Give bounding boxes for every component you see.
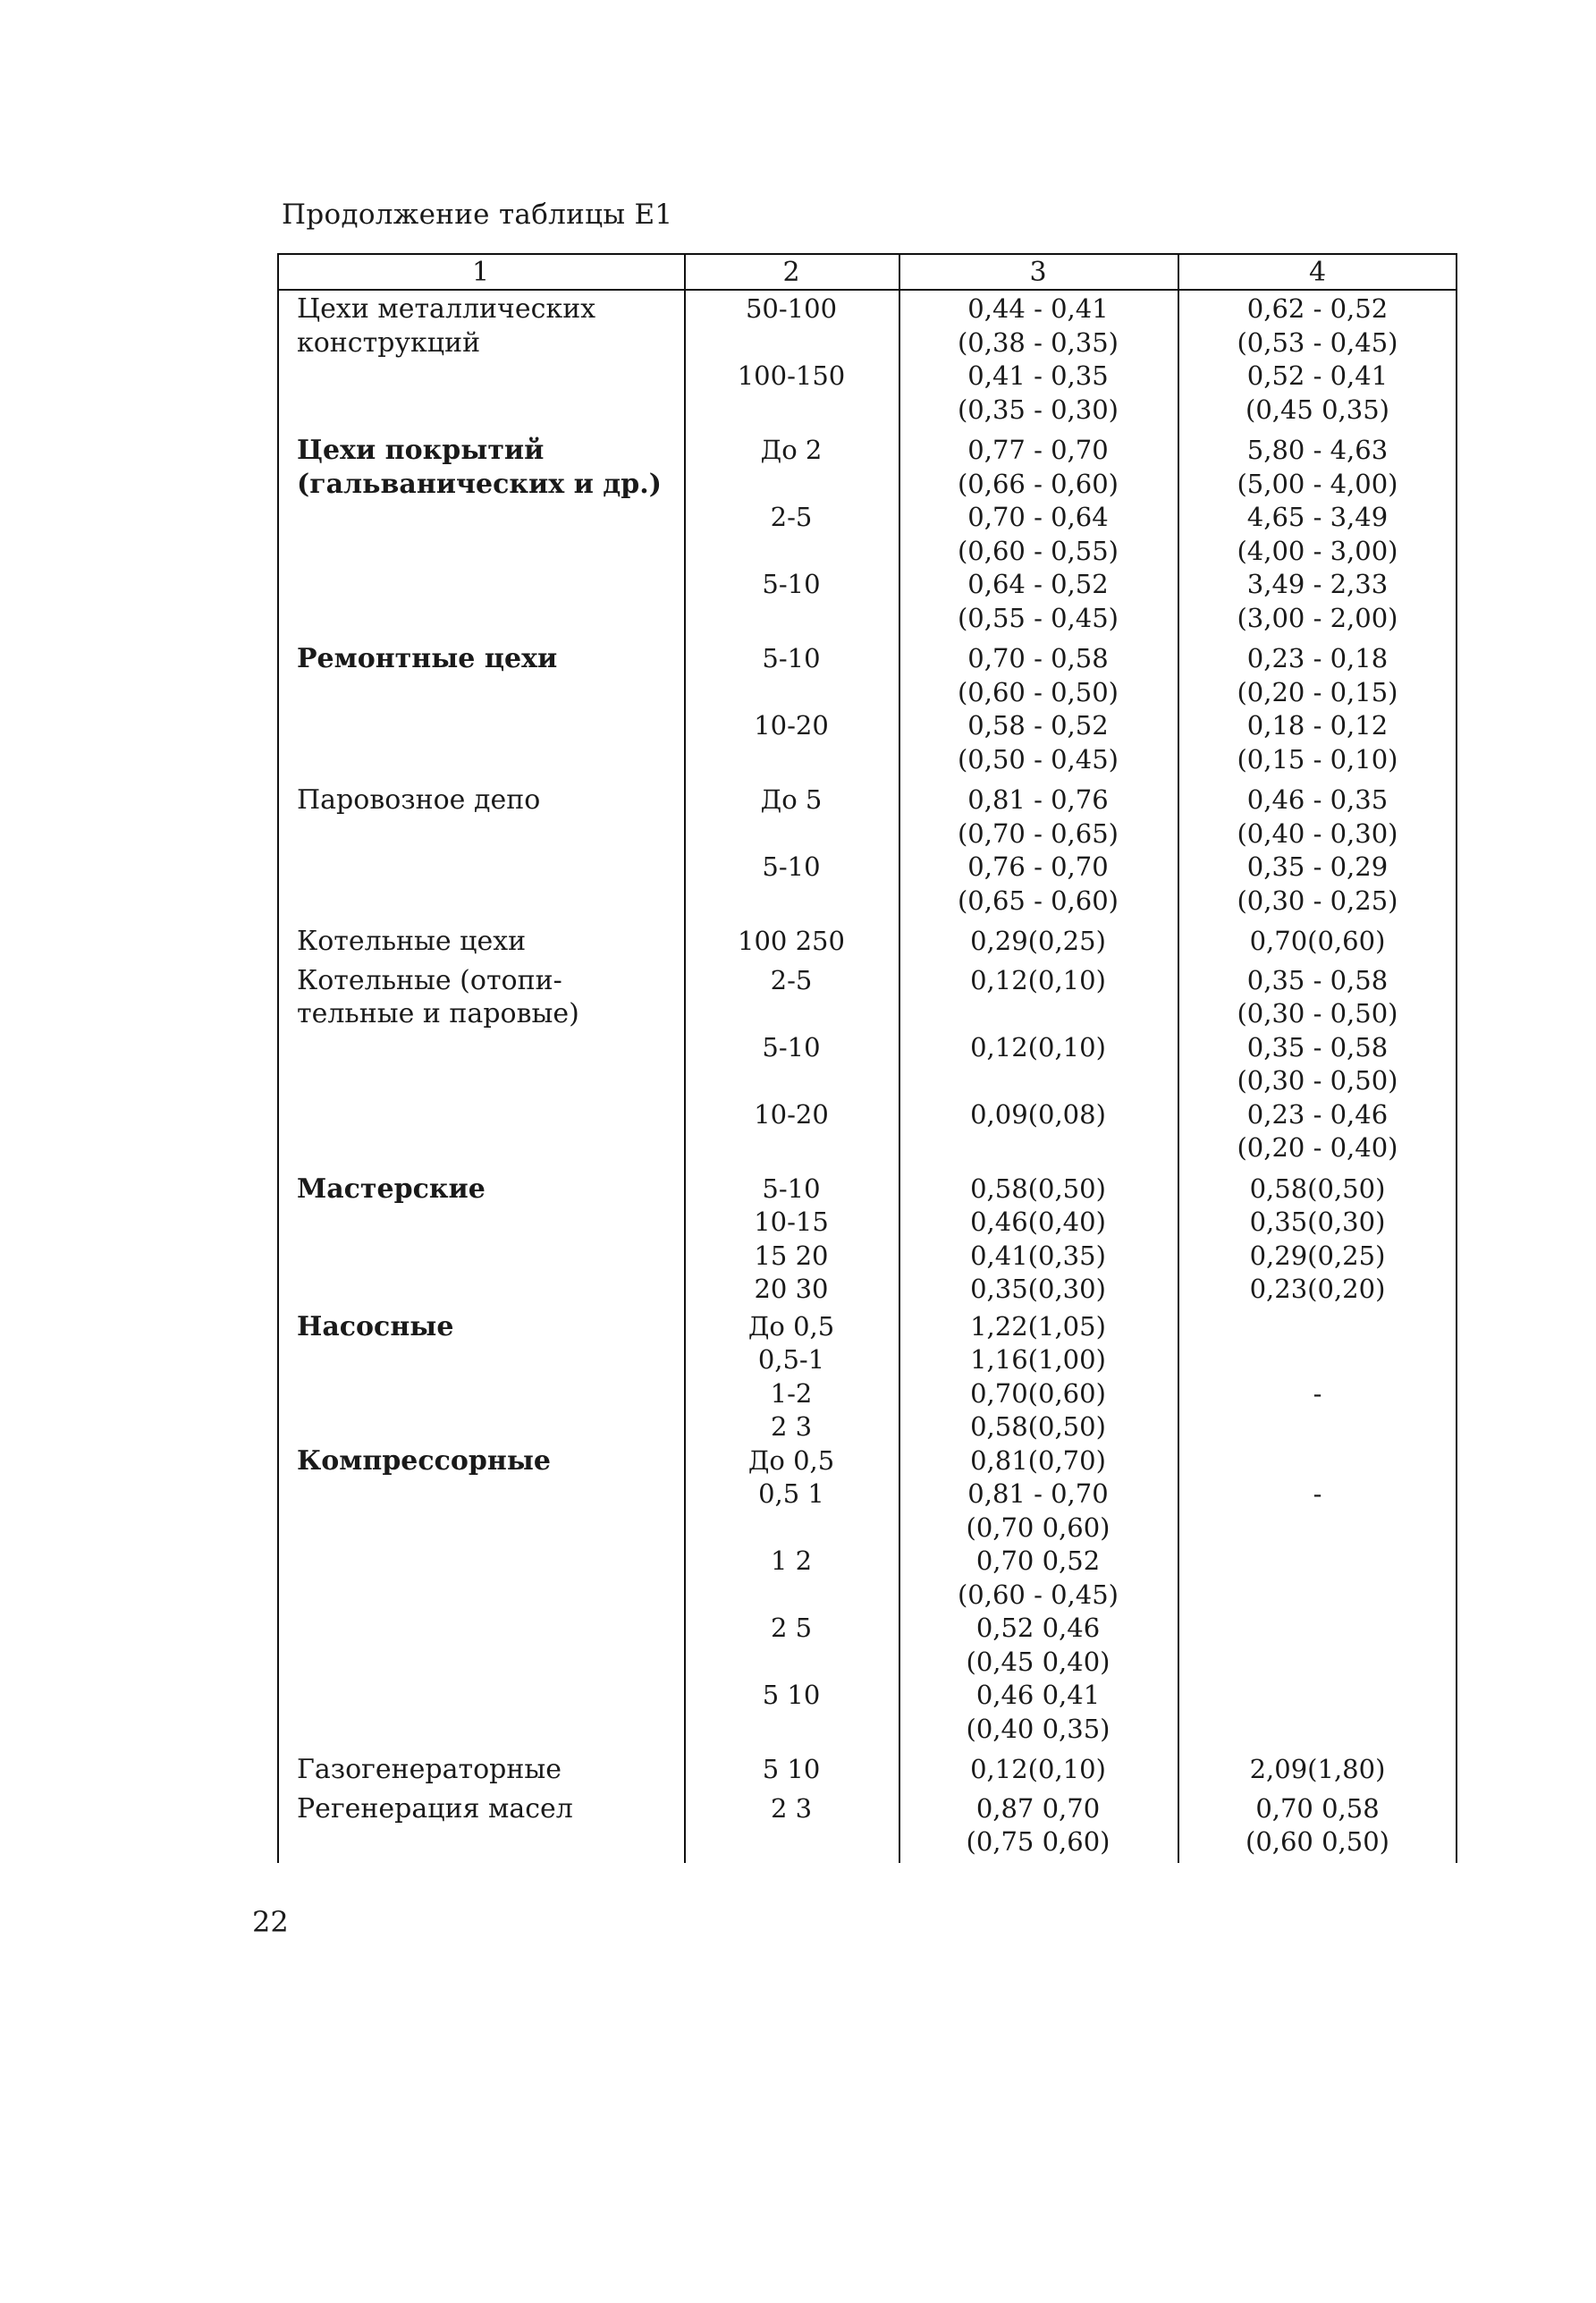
coefficient-col4-value [1178,1579,1457,1613]
coefficient-col4-value [1178,1679,1457,1713]
coefficient-col3-value: (0,70 0,60) [966,1511,1110,1543]
coefficient-col3-cell [899,783,1178,851]
table-row [277,1753,1457,1787]
size-range-value: 100-150 [737,360,846,391]
coefficient-col3-value [899,997,1178,1031]
coefficient-col4-cell [1178,1310,1457,1344]
coefficient-col4-value: 2,09(1,80) [1249,1754,1386,1784]
size-range-cell [684,925,899,959]
coefficient-col3-value: (0,45 0,40) [966,1646,1110,1677]
category-name-line: Котельные цехи [297,926,527,957]
coefficient-col4-cell [1178,1206,1457,1240]
coefficient-col4-value: - [1313,1377,1322,1409]
coefficient-col4-value: (0,40 - 0,30) [1237,817,1398,849]
coefficient-col4-value [1178,1646,1457,1680]
table-row [277,1545,1457,1612]
table-row [277,1444,1457,1478]
coefficient-col4-cell [1178,1173,1457,1207]
table-row [277,1679,1457,1746]
category-name-line: Регенерация масел [297,1792,573,1825]
size-range-cell [684,1173,899,1207]
coefficient-col3-value: 0,87 0,70 [975,1792,1101,1824]
coefficient-col4-value: 0,58(0,50) [1249,1173,1386,1204]
coefficient-col3-value: 0,29(0,25) [970,926,1106,956]
size-range-cell [684,1273,899,1307]
size-range-cell [684,964,899,1031]
coefficient-col3-cell [899,1377,1178,1411]
size-range-cell [684,1444,899,1478]
category-name-line: Насосные [297,1310,454,1342]
coefficient-col4-cell [1178,1273,1457,1307]
coefficient-col3-value: 0,12(0,10) [970,964,1106,995]
category-name-line: Цехи покрытий [297,435,545,466]
coefficient-col3-value: 0,58(0,50) [970,1411,1106,1442]
size-range-cell [684,1792,899,1859]
coefficient-col3-cell [899,1031,1178,1098]
size-range-value: До 0,5 [747,1444,835,1476]
category-name-line: Котельные (отопи- [297,964,562,996]
size-range-value: 2-5 [770,502,813,532]
category-cell [277,709,684,776]
coefficient-col3-cell [899,1753,1178,1787]
coefficient-col4-cell [1178,964,1457,1031]
coefficient-col3-value: 0,46 0,41 [975,1680,1101,1710]
coefficient-col4-value: (0,53 - 0,45) [1237,326,1398,358]
coefficient-col4-cell [1178,1377,1457,1411]
size-range-cell [684,1206,899,1240]
size-range-cell [684,501,899,568]
coefficient-col3-value: 0,09(0,08) [970,1098,1106,1130]
coefficient-col4-cell [1178,501,1457,568]
category-cell [277,964,684,1031]
coefficient-col4-cell [1178,925,1457,959]
size-range-value: 5-10 [762,643,821,673]
table-row [277,1173,1457,1207]
coefficient-col4-value: 0,35(0,30) [1249,1207,1386,1237]
size-range-value: 1 2 [770,1545,813,1576]
coefficient-col4-cell [1178,292,1457,360]
category-cell [277,360,684,427]
category-name-line: Мастерские [297,1173,486,1205]
category-name-line: Цехи металлических [297,293,596,325]
coefficient-col4-value [1178,1343,1457,1377]
coefficient-col3-value: (0,60 - 0,50) [957,676,1119,707]
coefficient-col3-value: (0,70 - 0,65) [957,817,1119,849]
category-cell [277,1753,684,1787]
coefficient-col4-value: 3,49 - 2,33 [1246,569,1389,599]
coefficient-col4-cell [1178,1545,1457,1612]
size-range-value: 5-10 [762,1173,821,1204]
table-row [277,1377,1457,1411]
category-cell [277,1477,684,1545]
column-header-1: 1 [471,256,490,288]
coefficient-col3-value: (0,55 - 0,45) [957,602,1119,633]
coefficient-col4-cell [1178,1753,1457,1787]
size-range-cell [684,851,899,918]
size-range-cell [684,292,899,360]
coefficient-col3-value: 0,81 - 0,76 [967,784,1109,815]
category-cell [277,642,684,709]
coefficient-col3-value: (0,65 - 0,60) [957,885,1119,916]
category-cell [277,1612,684,1679]
coefficient-col3-value: 1,16(1,00) [970,1344,1106,1375]
category-name-line: конструкций [297,326,481,359]
size-range-value: 2-5 [770,964,813,995]
category-cell [277,501,684,568]
coefficient-col4-value: 0,35 - 0,58 [1246,1031,1389,1063]
category-cell [277,568,684,635]
size-range-value: 1-2 [770,1377,813,1409]
size-range-value: 5-10 [762,851,821,882]
coefficient-col4-cell [1178,783,1457,851]
coefficient-col4-value: - [1313,1478,1322,1509]
coefficient-col4-cell [1178,1343,1457,1377]
coefficient-col4-value [1178,1545,1457,1579]
coefficient-col3-cell [899,851,1178,918]
coefficient-col4-value [1178,1713,1457,1747]
table-row [277,1343,1457,1377]
size-range-value: 0,5-1 [757,1344,825,1375]
category-cell [277,1343,684,1377]
coefficient-col3-value: 0,81 - 0,70 [967,1478,1109,1509]
coefficient-col3-cell [899,1343,1178,1377]
category-cell [277,1679,684,1746]
coefficient-col4-cell [1178,1679,1457,1746]
size-range-cell [684,1310,899,1344]
data-table [277,253,1457,1863]
coefficient-col4-value: 0,46 - 0,35 [1246,784,1389,815]
table-row [277,783,1457,851]
category-cell [277,1098,684,1165]
coefficient-col3-value: 0,58(0,50) [970,1173,1106,1204]
coefficient-col3-cell [899,1679,1178,1746]
coefficient-col4-value: (0,15 - 0,10) [1237,743,1398,775]
coefficient-col4-value: 0,23(0,20) [1249,1274,1386,1304]
table-body [277,292,1457,1859]
table-row [277,1206,1457,1240]
column-header-3: 3 [1029,256,1047,288]
coefficient-col3-value: 0,44 - 0,41 [967,293,1109,324]
size-range-cell [684,360,899,427]
table-row [277,642,1457,709]
coefficient-col3-cell [899,1173,1178,1207]
category-name-line: Компрессорные [297,1444,552,1477]
coefficient-col3-cell [899,1444,1178,1478]
coefficient-col3-cell [899,360,1178,427]
size-range-cell [684,1098,899,1165]
coefficient-col3-value: 0,46(0,40) [970,1207,1106,1237]
coefficient-col4-value: 0,70 0,58 [1255,1792,1380,1824]
size-range-cell [684,1612,899,1679]
coefficient-col4-value [1178,1444,1457,1478]
category-cell [277,851,684,918]
category-name-line: Паровозное депо [297,784,541,816]
coefficient-col3-value: 0,41 - 0,35 [967,360,1109,391]
coefficient-col4-value [1178,1612,1457,1646]
size-range-value: 0,5 1 [758,1478,824,1509]
coefficient-col3-cell [899,1545,1178,1612]
table-row [277,925,1457,959]
coefficient-col3-cell [899,1410,1178,1444]
coefficient-col4-value: 0,70(0,60) [1249,926,1386,956]
coefficient-col3-value: (0,35 - 0,30) [957,394,1119,425]
table-row [277,1792,1457,1859]
size-range-value: 10-20 [754,710,829,741]
size-range-cell [684,568,899,635]
table-row [277,1612,1457,1679]
coefficient-col4-cell [1178,1240,1457,1274]
table-row [277,1240,1457,1274]
coefficient-col4-cell [1178,360,1457,427]
coefficient-col3-value: 0,76 - 0,70 [967,851,1109,882]
column-header-4: 4 [1308,256,1327,288]
coefficient-col4-cell [1178,642,1457,709]
category-cell [277,292,684,360]
coefficient-col4-cell [1178,1792,1457,1859]
header-bottom-border [277,289,1457,291]
category-cell [277,1792,684,1859]
size-range-value: 5 10 [762,1680,821,1710]
coefficient-col4-value: 0,23 - 0,46 [1246,1098,1389,1130]
column-header-2: 2 [782,256,800,288]
coefficient-col4-value: (0,45 0,35) [1246,394,1389,425]
coefficient-col3-value: 0,70(0,60) [970,1377,1106,1409]
table-row [277,1273,1457,1307]
coefficient-col3-value: 0,70 - 0,64 [967,502,1109,532]
coefficient-col3-value: 0,52 0,46 [975,1613,1101,1643]
size-range-value: 50-100 [745,293,838,324]
coefficient-col3-value: 0,64 - 0,52 [967,569,1109,599]
coefficient-col3-value: (0,66 - 0,60) [957,468,1119,499]
category-name-line: Газогенераторные [297,1754,562,1785]
size-range-value: До 0,5 [747,1310,835,1342]
coefficient-col4-value: (3,00 - 2,00) [1237,602,1398,633]
coefficient-col3-value: 0,81(0,70) [970,1444,1106,1476]
coefficient-col4-cell [1178,1444,1457,1478]
size-range-cell [684,1377,899,1411]
table-row [277,434,1457,501]
size-range-cell [684,642,899,709]
coefficient-col4-value: 0,35 - 0,29 [1246,851,1389,882]
size-range-cell [684,1753,899,1787]
coefficient-col3-value: 0,41(0,35) [970,1240,1106,1271]
coefficient-col4-value: (0,60 0,50) [1246,1826,1389,1857]
coefficient-col4-value: 4,65 - 3,49 [1246,502,1389,532]
table-row [277,964,1457,1031]
size-range-cell [684,1410,899,1444]
category-cell [277,1310,684,1344]
coefficient-col4-value: (0,30 - 0,50) [1237,998,1398,1029]
coefficient-col4-value [1178,1511,1457,1545]
table-row [277,1098,1457,1165]
coefficient-col4-cell [1178,1612,1457,1679]
table-row [277,1031,1457,1098]
coefficient-col3-cell [899,925,1178,959]
table-row [277,1410,1457,1444]
coefficient-col3-value: 0,58 - 0,52 [967,710,1109,741]
coefficient-col3-cell [899,1240,1178,1274]
coefficient-col4-value: (0,30 - 0,50) [1237,1065,1398,1096]
coefficient-col4-value [1178,1310,1457,1344]
size-range-value: 5-10 [762,1031,821,1063]
category-cell [277,1273,684,1307]
size-range-cell [684,1545,899,1612]
category-cell [277,1410,684,1444]
coefficient-col3-value: (0,38 - 0,35) [957,326,1119,358]
coefficient-col3-value: (0,60 - 0,55) [957,535,1119,566]
coefficient-col3-value: 0,12(0,10) [970,1754,1106,1784]
category-cell [277,1031,684,1098]
coefficient-col4-value: 0,52 - 0,41 [1246,360,1389,391]
coefficient-col4-value: 0,35 - 0,58 [1246,964,1389,995]
coefficient-col4-cell [1178,1098,1457,1165]
table-row [277,568,1457,635]
coefficient-col3-value: (0,60 - 0,45) [957,1579,1119,1610]
coefficient-col4-value: (0,30 - 0,25) [1237,885,1398,916]
coefficient-col3-value: (0,50 - 0,45) [957,743,1119,775]
coefficient-col3-value [899,1064,1178,1098]
coefficient-col3-cell [899,292,1178,360]
table-row [277,709,1457,776]
table-row [277,1477,1457,1545]
coefficient-col3-value: (0,40 0,35) [966,1713,1110,1744]
category-cell [277,1444,684,1478]
coefficient-col3-value: 0,77 - 0,70 [967,435,1109,465]
size-range-value: 100 250 [738,926,845,956]
size-range-value: 5-10 [762,569,821,599]
size-range-value: 2 3 [770,1792,813,1824]
coefficient-col3-value: 0,35(0,30) [970,1274,1106,1304]
table-row [277,851,1457,918]
size-range-value: 2 5 [770,1613,813,1643]
coefficient-col3-cell [899,1792,1178,1859]
coefficient-col3-value: 1,22(1,05) [970,1310,1106,1342]
size-range-cell [684,1240,899,1274]
coefficient-col4-value: (5,00 - 4,00) [1237,468,1398,499]
coefficient-col4-cell [1178,709,1457,776]
size-range-cell [684,1031,899,1098]
category-name-line: (гальванических и др.) [297,468,662,500]
size-range-value: До 5 [760,784,823,815]
size-range-cell [684,1477,899,1545]
coefficient-col4-cell [1178,1031,1457,1098]
coefficient-col3-cell [899,709,1178,776]
coefficient-col3-cell [899,642,1178,709]
category-cell [277,783,684,851]
table-row [277,292,1457,360]
coefficient-col4-value: 0,18 - 0,12 [1246,710,1389,741]
coefficient-col4-cell [1178,1410,1457,1444]
size-range-value: 15 20 [754,1240,829,1271]
coefficient-col3-cell [899,568,1178,635]
coefficient-col3-cell [899,434,1178,501]
coefficient-col3-cell [899,501,1178,568]
coefficient-col3-cell [899,1477,1178,1545]
page-number: 22 [252,1905,289,1939]
category-name-line: Ремонтные цехи [297,643,558,674]
size-range-cell [684,1679,899,1746]
size-range-cell [684,434,899,501]
category-cell [277,925,684,959]
size-range-value: 10-15 [754,1207,829,1237]
coefficient-col3-cell [899,964,1178,1031]
size-range-value: 5 10 [762,1754,821,1784]
category-cell [277,434,684,501]
coefficient-col3-cell [899,1206,1178,1240]
coefficient-col3-value: 0,70 - 0,58 [967,643,1109,673]
size-range-value: До 2 [760,435,823,465]
size-range-value: 20 30 [754,1274,829,1304]
category-cell [277,1240,684,1274]
category-cell [277,1173,684,1207]
coefficient-col4-value: (4,00 - 3,00) [1237,535,1398,566]
coefficient-col3-value: (0,75 0,60) [966,1826,1110,1857]
coefficient-col3-cell [899,1098,1178,1165]
coefficient-col3-cell [899,1612,1178,1679]
category-cell [277,1545,684,1612]
table-row [277,501,1457,568]
category-name-line: тельные и паровые) [297,998,579,1029]
category-cell [277,1377,684,1411]
coefficient-col4-value: 0,29(0,25) [1249,1240,1386,1271]
coefficient-col4-value [1178,1410,1457,1444]
size-range-cell [684,783,899,851]
coefficient-col4-cell [1178,434,1457,501]
coefficient-col4-value: 0,23 - 0,18 [1246,643,1389,673]
coefficient-col4-cell [1178,1477,1457,1545]
coefficient-col4-cell [1178,568,1457,635]
size-range-cell [684,1343,899,1377]
table-caption: Продолжение таблицы Е1 [282,199,673,231]
coefficient-col4-value: (0,20 - 0,15) [1237,676,1398,707]
coefficient-col4-value: 0,62 - 0,52 [1246,293,1389,324]
coefficient-col3-value [899,1131,1178,1165]
coefficient-col4-value: 5,80 - 4,63 [1246,435,1389,465]
coefficient-col3-cell [899,1310,1178,1344]
table-row [277,360,1457,427]
category-cell [277,1206,684,1240]
table-row [277,1310,1457,1344]
size-range-cell [684,709,899,776]
coefficient-col3-cell [899,1273,1178,1307]
coefficient-col4-cell [1178,851,1457,918]
coefficient-col3-value: 0,12(0,10) [970,1031,1106,1063]
size-range-value: 2 3 [770,1411,813,1442]
size-range-value: 10-20 [754,1098,829,1130]
coefficient-col3-value: 0,70 0,52 [975,1545,1101,1576]
coefficient-col4-value: (0,20 - 0,40) [1237,1132,1398,1163]
